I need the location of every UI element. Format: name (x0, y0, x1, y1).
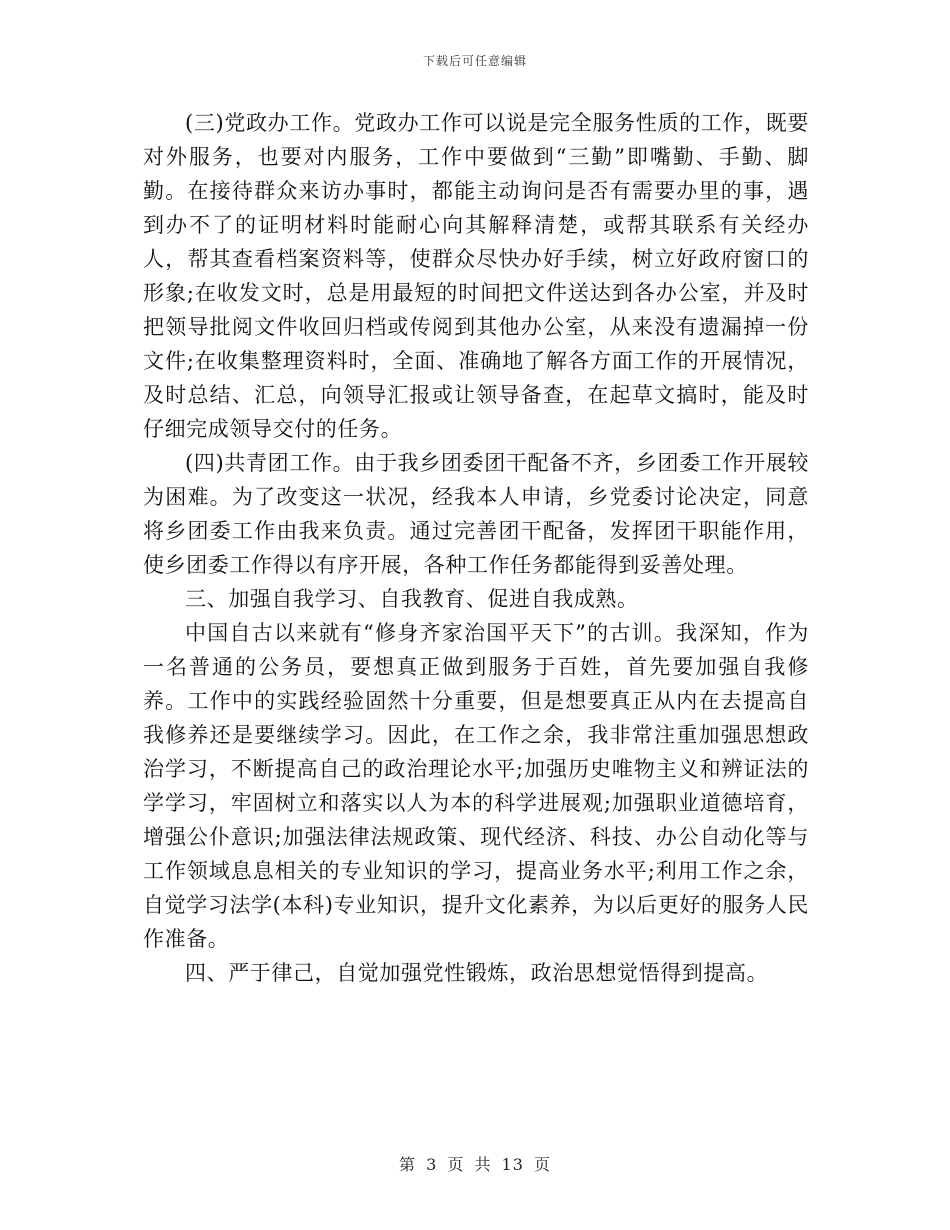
paragraph-party-office-work: (三)党政办工作。党政办工作可以说是完全服务性质的工作，既要对外服务，也要对内服务，工作中要做到“三勤”即嘴勤、手勤、脚勤。在接待群众来访办事时，都能主动询问是否有需要办里的事，遇到办不了的证明材料时能耐心向其解释清楚，或帮其联系有关经办人，帮其查看档案资料等，使群众尽快办好手续，树立好政府窗口的形象;在收发文时，总是用最短的时间把文件送达到各办公室，并及时把领导批阅文件收回归档或传阅到其他办公室，从来没有遗漏掉一份文件;在收集整理资料时，全面、准确地了解各方面工作的开展情况，及时总结、汇总，向领导汇报或让领导备查，在起草文搞时，能及时仔细完成领导交付的任务。 (143, 111, 809, 441)
section-heading-self-discipline: 四、严于律己，自觉加强党性锻炼，政治思想觉悟得到提高。 (185, 961, 769, 985)
header-note: 下载后可任意编辑 (422, 54, 527, 68)
paragraph-youth-league-work: (四)共青团工作。由于我乡团委团干配备不齐，乡团委工作开展较为困难。为了改变这一状况，经我本人申请，乡党委讨论决定，同意将乡团委工作由我来负责。通过完善团干配备，发挥团干职能作用，使乡团委工作得以有序开展，各种工作任务都能得到妥善处理。 (143, 451, 809, 577)
document-body (143, 106, 809, 990)
page-number: 第 3 页 共 13 页 (399, 1155, 551, 1174)
section-heading-self-study: 三、加强自我学习、自我教育、促进自我成熟。 (185, 587, 639, 611)
paragraph-self-cultivation: 中国自古以来就有“修身齐家治国平天下”的古训。我深知，作为一名普通的公务员，要想真正做到服务于百姓，首先要加强自我修养。工作中的实践经验固然十分重要，但是想要真正从内在去提高自我修养还是要继续学习。因此，在工作之余，我非常注重加强思想政治学习，不断提高自己的政治理论水平;加强历史唯物主义和辨证法的学学习，牢固树立和落实以人为本的科学进展观;加强职业道德培育，增强公仆意识;加强法律法规政策、现代经济、科技、办公自动化等与工作领域息息相关的专业知识的学习，提高业务水平;利用工作之余，自觉学习法学(本科)专业知识，提升文化素养，为以后更好的服务人民作准备。 (143, 621, 809, 951)
